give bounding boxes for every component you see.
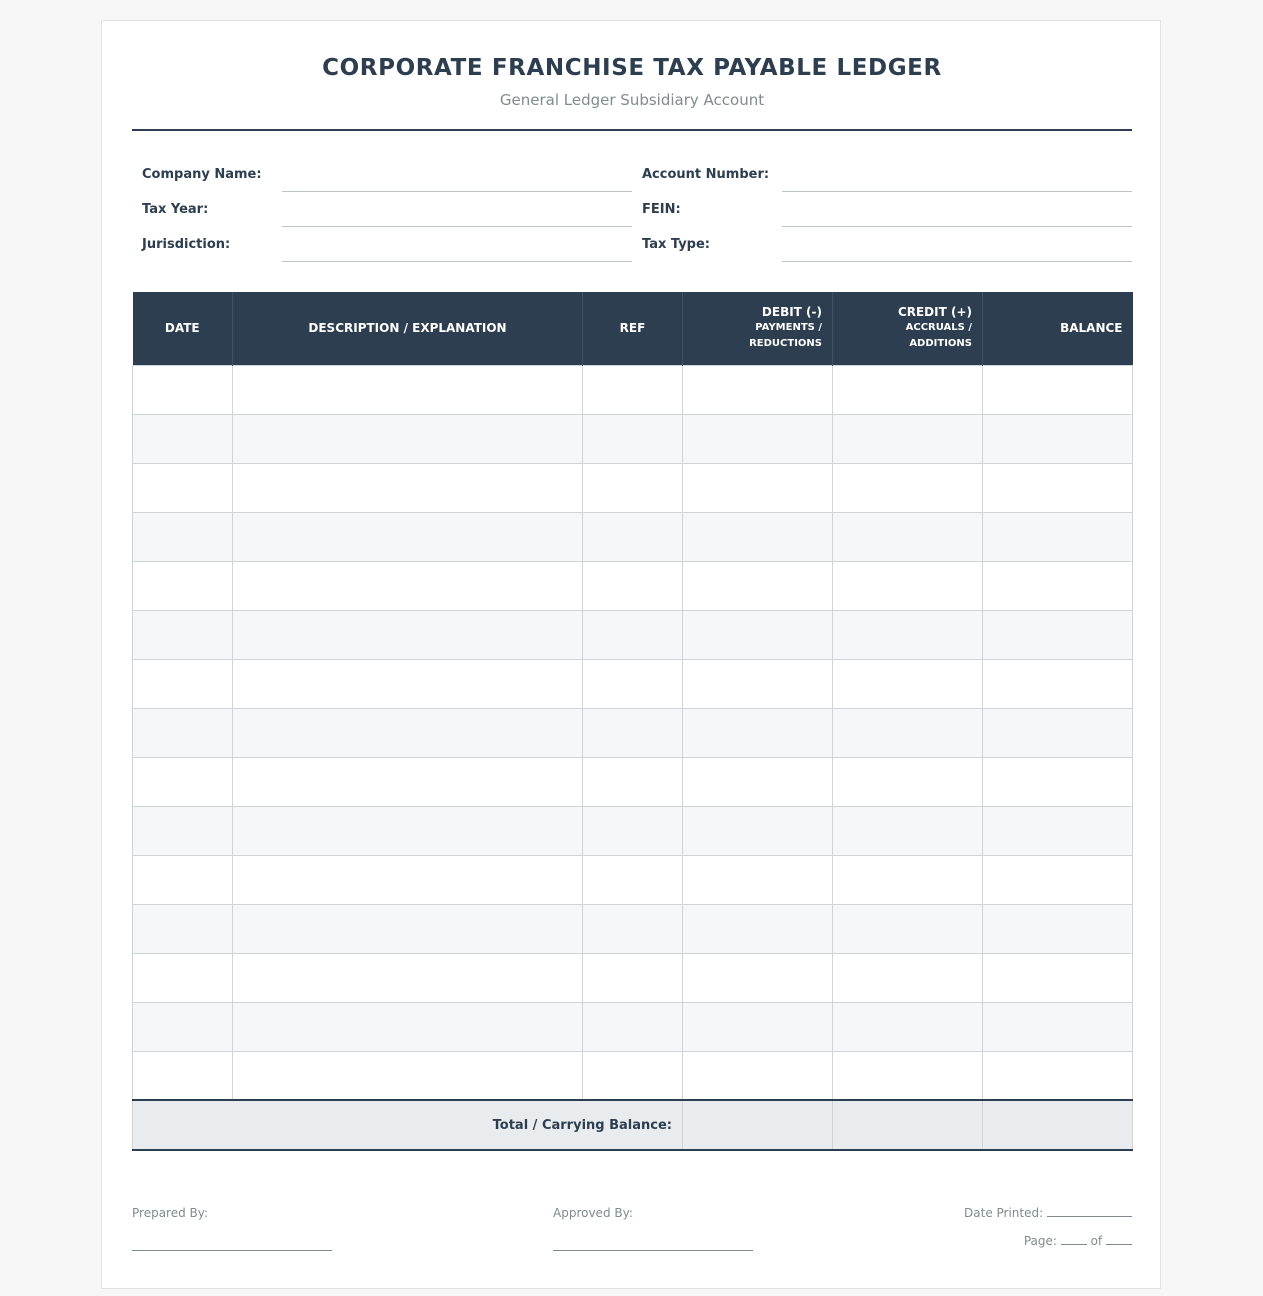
ledger-cell-balance[interactable] [983, 659, 1133, 708]
ledger-cell-credit[interactable] [833, 708, 983, 757]
ledger-cell-balance[interactable] [983, 512, 1133, 561]
ledger-row [133, 1051, 1133, 1100]
ledger-cell-balance[interactable] [983, 806, 1133, 855]
ledger-cell-debit[interactable] [683, 904, 833, 953]
ledger-cell-balance[interactable] [983, 414, 1133, 463]
date-printed-label: Date Printed: [964, 1206, 1044, 1220]
ledger-row [133, 610, 1133, 659]
ledger-cell-debit[interactable] [683, 806, 833, 855]
page-of-label: of [1090, 1234, 1103, 1248]
ledger-cell-ref[interactable] [583, 365, 683, 414]
ledger-cell-ref[interactable] [583, 561, 683, 610]
ledger-cell-credit[interactable] [833, 365, 983, 414]
ledger-row [133, 463, 1133, 512]
prepared-by-signature-line[interactable] [132, 1250, 332, 1251]
column-header-description: DESCRIPTION / EXPLANATION [233, 292, 583, 365]
account-number-label: Account Number: [642, 167, 770, 182]
ledger-cell-date[interactable] [133, 561, 233, 610]
ledger-cell-date[interactable] [133, 806, 233, 855]
page-label: Page: [1023, 1234, 1057, 1248]
ledger-cell-ref[interactable] [583, 1002, 683, 1051]
ledger-row [133, 1002, 1133, 1051]
company-name-label: Company Name: [142, 167, 262, 182]
ledger-cell-credit[interactable] [833, 855, 983, 904]
tax-type-label: Tax Type: [642, 237, 710, 252]
ledger-cell-balance[interactable] [983, 757, 1133, 806]
credit-header-sublabel: ACCRUALS / ADDITIONS [905, 322, 972, 350]
title-divider [132, 129, 1132, 131]
ledger-cell-ref[interactable] [583, 806, 683, 855]
ledger-cell-credit[interactable] [833, 953, 983, 1002]
ledger-cell-debit[interactable] [683, 463, 833, 512]
ledger-cell-credit[interactable] [833, 659, 983, 708]
ledger-cell-ref[interactable] [583, 855, 683, 904]
prepared-by-label: Prepared By: [132, 1206, 209, 1220]
ledger-cell-debit[interactable] [683, 1002, 833, 1051]
ledger-cell-balance[interactable] [983, 610, 1133, 659]
ledger-row [133, 806, 1133, 855]
debit-header-sublabel: PAYMENTS / REDUCTIONS [749, 322, 822, 350]
approved-by-signature-line[interactable] [553, 1250, 753, 1251]
ledger-cell-credit[interactable] [833, 806, 983, 855]
ledger-cell-date[interactable] [133, 463, 233, 512]
ledger-cell-description[interactable] [233, 610, 583, 659]
page-subtitle: General Ledger Subsidiary Account [499, 91, 765, 109]
total-label: Total / Carrying Balance: [133, 1100, 683, 1150]
ledger-cell-credit[interactable] [833, 904, 983, 953]
ledger-cell-balance[interactable] [983, 855, 1133, 904]
jurisdiction-field[interactable] [282, 261, 632, 262]
ledger-cell-balance[interactable] [983, 561, 1133, 610]
ledger-cell-description[interactable] [233, 1002, 583, 1051]
tax-year-field[interactable] [282, 226, 632, 227]
ledger-cell-debit[interactable] [683, 855, 833, 904]
ledger-cell-debit[interactable] [683, 757, 833, 806]
ledger-cell-description[interactable] [233, 953, 583, 1002]
credit-header-label: CREDIT (+) [897, 305, 972, 320]
ledger-cell-credit[interactable] [833, 1051, 983, 1100]
ledger-cell-debit[interactable] [683, 1051, 833, 1100]
ledger-row [133, 561, 1133, 610]
tax-type-field[interactable] [782, 261, 1132, 262]
ledger-cell-balance[interactable] [983, 708, 1133, 757]
ledger-cell-ref[interactable] [583, 463, 683, 512]
column-header-balance: BALANCE [983, 292, 1133, 365]
column-header-date: DATE [133, 292, 233, 365]
column-header-credit [833, 292, 983, 365]
ledger-cell-ref[interactable] [583, 953, 683, 1002]
ledger-table [132, 292, 1133, 1151]
ledger-cell-debit[interactable] [683, 953, 833, 1002]
tax-year-label: Tax Year: [142, 202, 209, 217]
ledger-cell-credit[interactable] [833, 610, 983, 659]
ledger-cell-balance[interactable] [983, 953, 1133, 1002]
ledger-row [133, 365, 1133, 414]
ledger-cell-description[interactable] [233, 708, 583, 757]
ledger-cell-debit[interactable] [683, 512, 833, 561]
ledger-cell-balance[interactable] [983, 365, 1133, 414]
ledger-cell-description[interactable] [233, 855, 583, 904]
column-header-ref: REF [583, 292, 683, 365]
ledger-row [133, 708, 1133, 757]
ledger-cell-date[interactable] [133, 610, 233, 659]
ledger-cell-ref[interactable] [583, 659, 683, 708]
ledger-cell-description[interactable] [233, 1051, 583, 1100]
ledger-cell-date[interactable] [133, 512, 233, 561]
ledger-cell-debit[interactable] [683, 659, 833, 708]
ledger-row [133, 512, 1133, 561]
total-balance-cell[interactable] [983, 1100, 1133, 1150]
ledger-cell-ref[interactable] [583, 512, 683, 561]
ledger-cell-date[interactable] [133, 365, 233, 414]
ledger-cell-credit[interactable] [833, 561, 983, 610]
ledger-cell-balance[interactable] [983, 1051, 1133, 1100]
ledger-cell-date[interactable] [133, 904, 233, 953]
ledger-cell-balance[interactable] [983, 463, 1133, 512]
ledger-cell-description[interactable] [233, 659, 583, 708]
ledger-cell-debit[interactable] [683, 610, 833, 659]
ledger-cell-description[interactable] [233, 757, 583, 806]
ledger-cell-description[interactable] [233, 806, 583, 855]
ledger-sheet [101, 20, 1161, 1289]
company-name-field[interactable] [282, 191, 632, 192]
total-debit-cell[interactable] [683, 1100, 833, 1150]
ledger-cell-date[interactable] [133, 708, 233, 757]
ledger-cell-debit[interactable] [683, 561, 833, 610]
ledger-row [133, 659, 1133, 708]
page-total-field[interactable] [1106, 1234, 1132, 1245]
ledger-cell-ref[interactable] [583, 610, 683, 659]
debit-header-label: DEBIT (-) [761, 305, 822, 320]
ledger-cell-debit[interactable] [683, 708, 833, 757]
total-credit-cell[interactable] [833, 1100, 983, 1150]
ledger-cell-credit[interactable] [833, 1002, 983, 1051]
page-current-field[interactable] [1061, 1234, 1087, 1245]
ledger-cell-balance[interactable] [983, 1002, 1133, 1051]
ledger-cell-balance[interactable] [983, 904, 1133, 953]
account-number-field[interactable] [782, 191, 1132, 192]
ledger-cell-date[interactable] [133, 1002, 233, 1051]
ledger-cell-date[interactable] [133, 1051, 233, 1100]
ledger-cell-credit[interactable] [833, 512, 983, 561]
date-printed-field[interactable] [1047, 1206, 1132, 1217]
ledger-cell-date[interactable] [133, 855, 233, 904]
fein-field[interactable] [782, 226, 1132, 227]
ledger-row [133, 414, 1133, 463]
ledger-cell-description[interactable] [233, 463, 583, 512]
ledger-cell-credit[interactable] [833, 757, 983, 806]
ledger-cell-description[interactable] [233, 904, 583, 953]
ledger-row [133, 757, 1133, 806]
ledger-cell-credit[interactable] [833, 414, 983, 463]
ledger-body [133, 365, 1133, 1100]
ledger-cell-ref[interactable] [583, 1051, 683, 1100]
column-header-debit [683, 292, 833, 365]
ledger-row [133, 953, 1133, 1002]
ledger-cell-date[interactable] [133, 659, 233, 708]
ledger-cell-ref[interactable] [583, 708, 683, 757]
ledger-row [133, 855, 1133, 904]
ledger-cell-ref[interactable] [583, 904, 683, 953]
ledger-cell-description[interactable] [233, 365, 583, 414]
ledger-cell-ref[interactable] [583, 757, 683, 806]
jurisdiction-label: Jurisdiction: [142, 237, 231, 252]
fein-label: FEIN: [642, 202, 681, 217]
ledger-cell-date[interactable] [133, 757, 233, 806]
ledger-cell-debit[interactable] [683, 365, 833, 414]
approved-by-label: Approved By: [553, 1206, 633, 1220]
total-row [133, 1100, 1133, 1150]
ledger-row [133, 904, 1133, 953]
ledger-cell-debit[interactable] [683, 414, 833, 463]
date-printed [964, 1206, 1132, 1220]
page-number [1024, 1234, 1132, 1248]
ledger-cell-ref[interactable] [583, 414, 683, 463]
ledger-header-row [133, 292, 1133, 365]
ledger-cell-credit[interactable] [833, 463, 983, 512]
ledger-cell-description[interactable] [233, 414, 583, 463]
ledger-cell-date[interactable] [133, 953, 233, 1002]
ledger-cell-date[interactable] [133, 414, 233, 463]
page-title: CORPORATE FRANCHISE TAX PAYABLE LEDGER [322, 55, 942, 81]
ledger-cell-description[interactable] [233, 561, 583, 610]
ledger-cell-description[interactable] [233, 512, 583, 561]
